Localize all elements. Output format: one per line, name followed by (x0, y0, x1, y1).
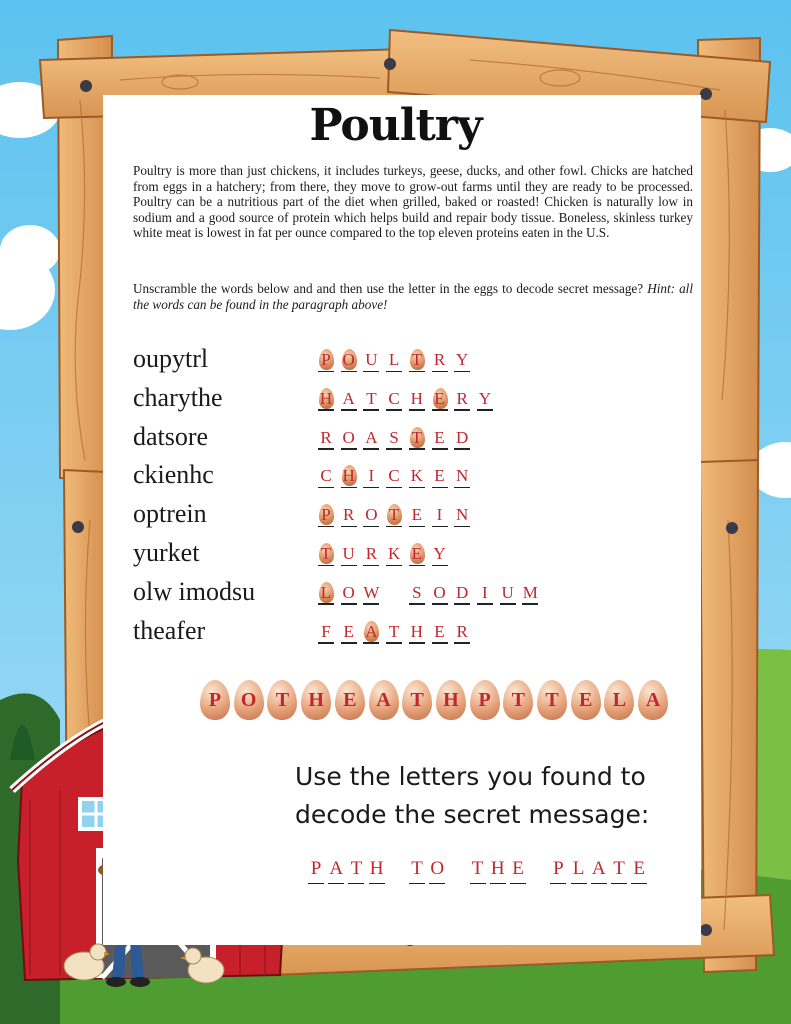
answer-letter: E (434, 388, 445, 408)
secret-letter: T (471, 858, 484, 879)
answer-letter: F (321, 621, 331, 641)
answer-letter-slot (318, 426, 334, 454)
egg-letter-text: H (443, 689, 459, 711)
egg-letter-text: T (545, 689, 559, 711)
secret-letter-slot (510, 858, 526, 886)
answer-letter-slot (363, 542, 379, 570)
egg-letter (537, 680, 567, 720)
answer-letter: T (320, 544, 332, 563)
answer-letter: R (433, 350, 446, 369)
scrambled-word: theafer (133, 615, 206, 645)
egg-letter (369, 680, 399, 720)
answer-letter: T (388, 505, 400, 525)
egg-letter-text: A (376, 689, 391, 711)
answer-letter-slot (432, 581, 448, 609)
secret-letter-slot (591, 858, 607, 886)
answer-letter-slot (432, 542, 448, 570)
secret-letter-slot (308, 858, 324, 886)
answer-letter: A (365, 427, 378, 447)
egg-letter-text: P (208, 689, 222, 711)
egg-letter-text: O (240, 689, 257, 711)
egg-letter-text: T (410, 689, 424, 711)
secret-letter-slot (470, 858, 486, 886)
answer-letter: Y (433, 544, 446, 563)
answer-letter-slot (409, 426, 425, 454)
egg-letter-text: A (645, 689, 661, 711)
answer-letter: C (388, 466, 400, 486)
answer-letter-slot (341, 542, 357, 570)
answer-letter: C (320, 466, 332, 486)
answer-letter-slot (409, 348, 425, 376)
answer-letter: K (410, 466, 423, 486)
answer-letter-slot (341, 581, 357, 609)
secret-letter: H (369, 858, 384, 879)
answer-letter: O (365, 505, 378, 525)
answer-letter: O (342, 350, 355, 369)
answer-letter: L (388, 350, 400, 369)
secret-letter-slot (328, 858, 344, 886)
answer-letter: H (410, 388, 423, 408)
secret-letter-slot (369, 858, 385, 886)
answer-letter-slot (363, 426, 379, 454)
answer-letter-slot (409, 581, 425, 609)
answer-letter-slot (318, 348, 334, 376)
answer-letter: R (365, 544, 378, 563)
answer-letter: Y (456, 350, 469, 369)
instructions-text: Unscramble the words below and and then use the letter in the eggs to decode secret message? (133, 281, 644, 296)
answer-letter: N (456, 505, 469, 525)
egg-letter-text: L (612, 689, 627, 711)
answer-letter: H (342, 466, 355, 486)
secret-letter-slot (550, 858, 566, 886)
answer-letter-slot (454, 581, 470, 609)
answer-letter-slot (341, 464, 357, 492)
answer-letter: A (365, 621, 378, 641)
secret-letter: A (591, 858, 606, 879)
answer-letter: E (411, 544, 422, 563)
answer-letter: E (343, 621, 354, 641)
answer-letter-slot (432, 620, 448, 648)
answer-letter-slot (363, 581, 379, 609)
answer-letter: H (319, 388, 333, 408)
answer-letter-slot (454, 387, 470, 415)
decode-prompt: Use the letters you found to decode the secret message: (295, 762, 650, 829)
secret-letter-slot (490, 858, 506, 886)
answer-letter: S (389, 427, 399, 447)
egg-letter (200, 680, 230, 720)
answer-letter: P (321, 505, 331, 525)
answer-letter: S (412, 582, 422, 602)
answer-letter-slot (432, 503, 448, 531)
answer-letter-slot (363, 464, 379, 492)
answer-letter-slot (386, 620, 402, 648)
answer-letter-slot (477, 581, 493, 609)
answer-letter: M (522, 582, 538, 602)
scrambled-word: optrein (133, 499, 207, 529)
answer-letter: E (411, 505, 422, 525)
answer-letter-slot (432, 348, 448, 376)
answer-letter: R (320, 427, 332, 447)
answer-letter: A (342, 388, 355, 408)
secret-letter-slot (571, 858, 587, 886)
answer-letter: C (388, 388, 400, 408)
answer-letter-slot (363, 620, 379, 648)
answer-letter: R (343, 505, 355, 525)
secret-letter: P (310, 858, 322, 879)
secret-letter-slot (429, 858, 445, 886)
answer-letter: T (366, 388, 377, 408)
answer-letter-slot (386, 348, 402, 376)
answer-letter: H (410, 621, 423, 641)
answer-letter: I (482, 582, 488, 602)
answer-letter-slot (386, 464, 402, 492)
answer-letter: R (456, 621, 468, 641)
answer-letter: U (501, 582, 514, 602)
answer-letter-slot (477, 387, 493, 415)
secret-letter-slot (631, 858, 647, 886)
egg-letter (470, 680, 500, 720)
answer-letter: D (456, 427, 469, 447)
secret-letter: T (613, 858, 625, 879)
scrambled-word: yurket (133, 538, 200, 567)
secret-letter: E (633, 858, 645, 879)
answer-letter-slot (409, 620, 425, 648)
intro-paragraph: Poultry is more than just chickens, it includes turkeys, geese, ducks, and other fowl. Chicks are hatched from eggs in a hatchery; from there, they move to grow-out farms until they are ready to be processed. Poultry can be a nutritious part of the diet when grilled, baked or roasted! Chicken is naturally low in sodium and a good source of protein which helps build and repair body tissue. Boneless, skinless turkey white meat is lowest in fat per ounce compared to the top eleven proteins eaten in the U.S. (133, 163, 693, 241)
answer-letter: R (456, 388, 468, 408)
answer-letter: E (434, 427, 445, 447)
answer-letter: E (434, 621, 445, 641)
secret-letter: P (553, 858, 564, 879)
egg-letter (335, 680, 365, 720)
answer-letter-slot (341, 426, 357, 454)
answer-letter-slot (386, 542, 402, 570)
egg-letter-text: T (511, 689, 525, 711)
scrambled-word: olw imodsu (133, 576, 256, 606)
secret-letter-slot (348, 858, 364, 886)
answer-letter: O (342, 582, 355, 602)
answer-letter: W (363, 582, 380, 602)
answer-letter-slot (409, 503, 425, 531)
egg-letter-text: E (579, 689, 593, 711)
answer-letter: D (456, 582, 469, 602)
answer-letter-slot (454, 464, 470, 492)
answer-letter-slot (409, 464, 425, 492)
answer-letter-slot (363, 503, 379, 531)
egg-letter (436, 680, 466, 720)
secret-letter: H (490, 858, 505, 879)
answer-letter-slot (318, 581, 334, 609)
answer-letter: L (320, 582, 332, 602)
answer-letter-slot (432, 464, 448, 492)
answer-letter-slot (341, 348, 357, 376)
secret-letter: L (572, 858, 585, 879)
page-title: Poultry (309, 100, 482, 151)
answer-letter-slot (318, 503, 334, 531)
secret-letter: O (430, 858, 445, 879)
answer-letter-slot (386, 426, 402, 454)
egg-letter-text: T (275, 689, 290, 711)
answer-letter-slot (318, 387, 334, 415)
answer-letter: E (434, 466, 445, 486)
answer-letter-slot (432, 426, 448, 454)
answer-letter-slot (454, 503, 470, 531)
scrambled-word: ckienhc (133, 460, 214, 490)
answer-letter: I (368, 466, 375, 486)
answer-letter-slot (363, 387, 379, 415)
egg-letter (234, 680, 264, 720)
secret-letter-slot (409, 858, 425, 886)
answer-letter: T (388, 621, 400, 641)
answer-letter: K (387, 544, 401, 563)
answer-letter-slot (454, 426, 470, 454)
hint-text: Hint: all the words can be found in the paragraph above! (133, 281, 693, 312)
answer-letter-slot (409, 387, 425, 415)
scrambled-word: oupytrl (133, 344, 209, 373)
answer-letter: T (411, 350, 422, 369)
answer-letter-slot (341, 503, 357, 531)
answer-letter: U (342, 544, 355, 563)
secret-letter: T (411, 858, 423, 879)
egg-letter (571, 680, 601, 720)
answer-letter-slot (500, 581, 516, 609)
answer-letter: N (456, 466, 469, 486)
answer-letter-slot (409, 542, 425, 570)
answer-letter-slot (341, 620, 357, 648)
answer-letter-slot (454, 348, 470, 376)
answer-letter-slot (386, 387, 402, 415)
secret-letter-slot (611, 858, 627, 886)
answer-letter: I (436, 505, 443, 525)
answer-letter-slot (318, 542, 334, 570)
answer-letter: O (433, 582, 446, 602)
egg-letter-text: E (343, 689, 357, 711)
answer-letter-slot (432, 387, 448, 415)
egg-letter-text: H (308, 689, 324, 711)
secret-letter: A (329, 858, 344, 879)
answer-letter: Y (478, 388, 492, 408)
answer-letter-slot (386, 503, 402, 531)
egg-letter-text: P (478, 689, 491, 711)
answer-letter: P (321, 350, 331, 369)
scrambled-word: charythe (133, 382, 223, 412)
secret-letter: T (350, 858, 363, 879)
answer-letter: T (411, 427, 422, 447)
answer-letter-slot (363, 348, 379, 376)
scrambled-word: datsore (133, 421, 209, 451)
answer-letter: U (365, 350, 378, 369)
secret-letter: E (512, 858, 524, 879)
instructions-paragraph (133, 281, 693, 312)
answer-letter: O (342, 427, 355, 447)
answer-letter-slot (318, 620, 334, 648)
answer-letter-slot (522, 581, 538, 609)
answer-letter-slot (454, 620, 470, 648)
answer-letter-slot (341, 387, 357, 415)
answer-letter-slot (318, 464, 334, 492)
